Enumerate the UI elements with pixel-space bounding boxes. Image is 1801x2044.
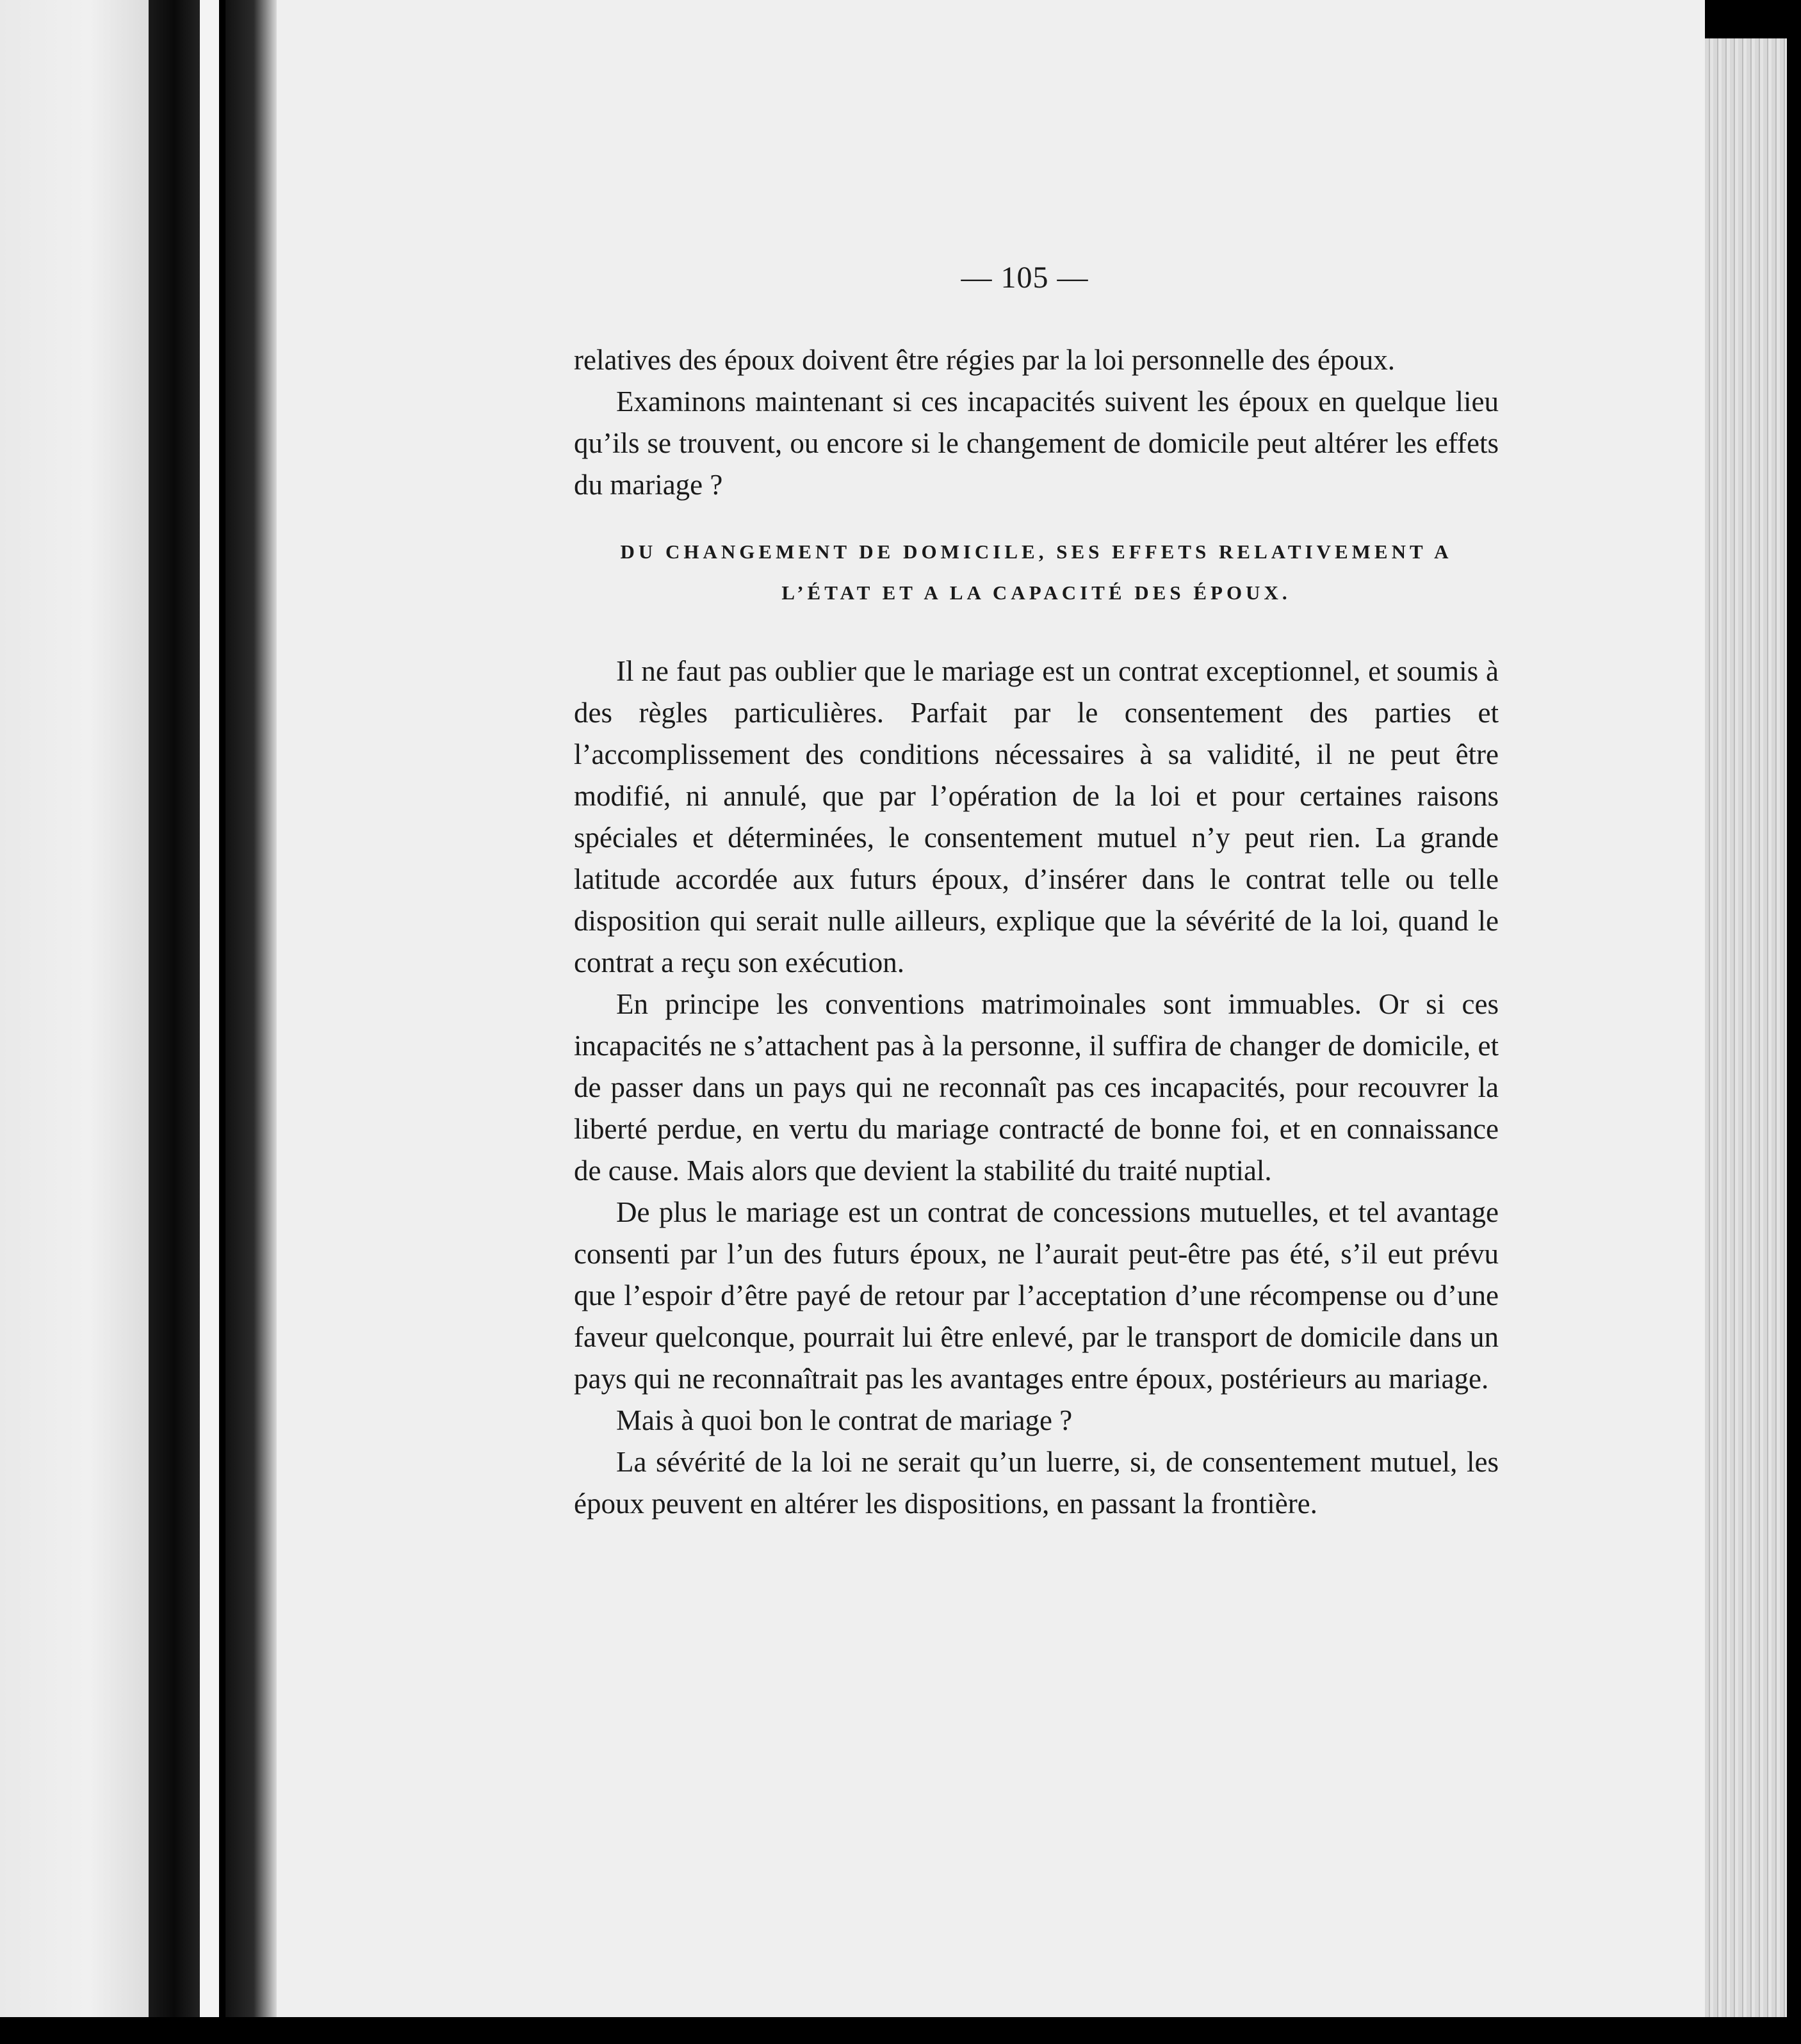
scan-border-bottom [0,2017,1801,2044]
paragraph: En principe les conventions matrimoinales sont immuables. Or si ces incapacités ne s’attachent pas à la personne, il suffira de changer de domicile, et de passer dans un pays qui ne reconnaît pas ces incapacités, pour recouvrer la liberté perdue, en vertu du mariage contracté de bonne foi, et en connaissance de cause. Mais alors que devient la stabilité du traité nuptial. [574,988,1499,1187]
section-heading-line-1: DU CHANGEMENT DE DOMICILE, SES EFFETS RELATIVEMENT A [620,540,1453,563]
paragraph: Examinons maintenant si ces incapacités suivent les époux en quelque lieu qu’ils se trouvent, ou encore si le changement de domicile peut altérer les effets du mariage ? [574,385,1499,501]
spine-shadow [219,0,225,2044]
paragraph: Il ne faut pas oublier que le mariage est un contrat exceptionnel, et soumis à des règles particulières. Parfait par le consentement des parties et l’accomplissement des conditions nécessaires à sa validité, il ne peut être modifié, ni annulé, que par l’opération de la loi et pour certaines raisons spéciales et déterminées, le consentement mutuel n’y peut rien. La grande latitude accordée aux futurs époux, d’insérer dans le contrat telle ou telle disposition qui serait nulle ailleurs, explique que la sévérité de la loi, quand le contrat a reçu son exécution. [574,655,1499,978]
page-text-block [574,339,1499,1525]
previous-page-edge [0,0,149,2044]
paragraph: La sévérité de la loi ne serait qu’un luerre, si, de consentement mutuel, les époux peuvent en altérer les dispositions, en passant la frontière. [574,1446,1499,1520]
section-heading [574,531,1499,613]
paragraph: relatives des époux doivent être régies par la loi personnelle des époux. [574,344,1396,376]
paragraph: Mais à quoi bon le contrat de mariage ? [616,1404,1073,1436]
page-gutter [225,0,277,2044]
paragraph: De plus le mariage est un contrat de concessions mutuelles, et tel avantage consenti par l’un des futurs époux, ne l’aurait peut-être pas été, s’il eut prévu que l’espoir d’être payé de retour par l’acceptation d’une récompense ou d’une faveur quelconque, pourrait lui être enlevé, par le transport de domicile dans un pays qui ne reconnaîtrait pas les avantages entre époux, postérieurs au mariage. [574,1196,1499,1395]
section-heading-line-2: L’ÉTAT ET A LA CAPACITÉ DES ÉPOUX. [781,581,1291,604]
book-spine [149,0,200,2044]
spine-highlight [200,0,219,2044]
scan-border-right [1787,0,1801,2044]
page-number: — 105 — [961,261,1089,295]
page-stack-edges [1705,38,1787,2036]
